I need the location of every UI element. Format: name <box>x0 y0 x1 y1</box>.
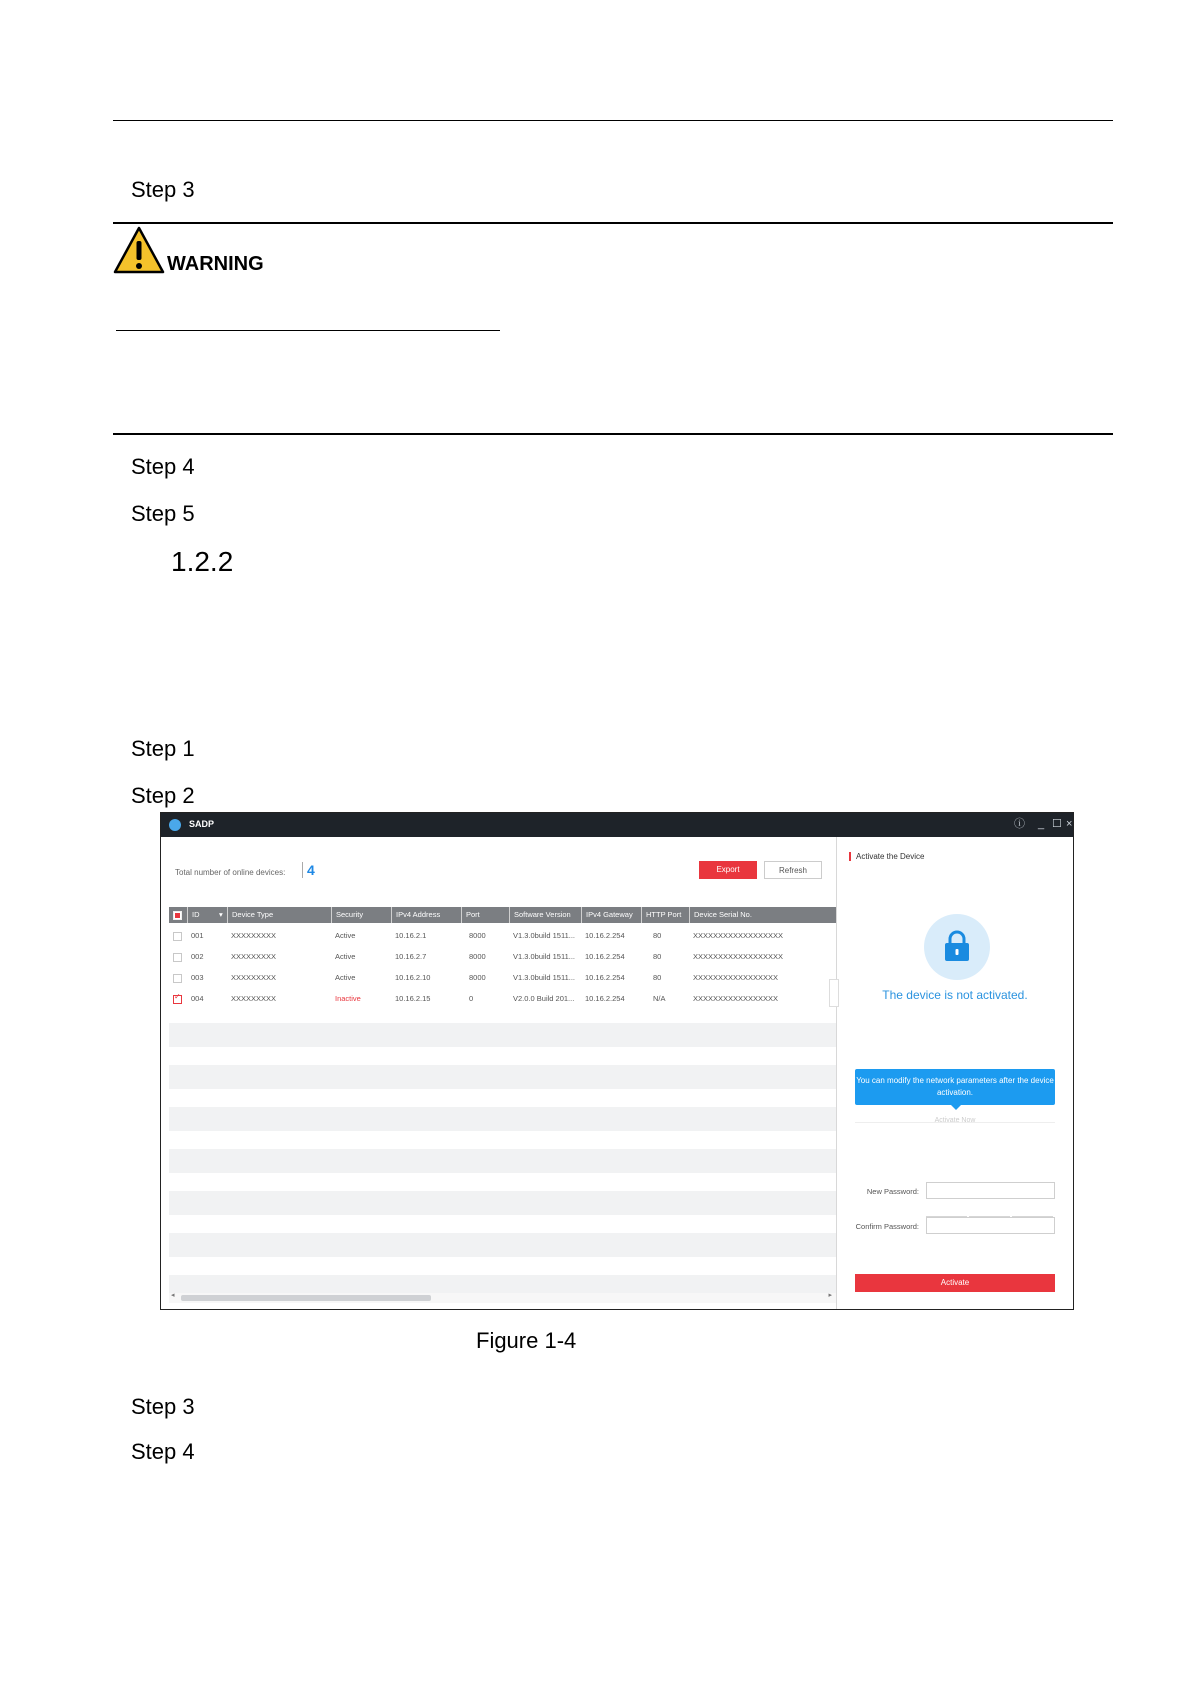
table-row[interactable] <box>169 967 836 989</box>
warning-label: WARNING <box>167 253 264 275</box>
cell-port: 8000 <box>469 973 486 982</box>
cell-device-type: XXXXXXXXX <box>231 994 277 1003</box>
cell-id: 004 <box>191 994 204 1003</box>
cell-serial: XXXXXXXXXXXXXXXXX <box>693 994 779 1003</box>
cell-software: V2.0.0 Build 201... <box>513 994 575 1003</box>
new-password-label: New Password: <box>866 1187 919 1196</box>
cell-security: Active <box>335 931 356 940</box>
cell-http: N/A <box>653 994 666 1003</box>
cell-ipv4: 10.16.2.7 <box>395 952 427 961</box>
table-row[interactable] <box>169 988 836 1010</box>
online-devices-count: 4 <box>302 862 315 878</box>
cell-http: 80 <box>653 931 662 940</box>
confirm-password-label: Confirm Password: <box>855 1222 919 1231</box>
cell-device-type: XXXXXXXXX <box>231 952 277 961</box>
horizontal-scrollbar[interactable] <box>169 1293 836 1303</box>
cell-http: 80 <box>653 952 662 961</box>
warning-short-rule <box>116 330 500 331</box>
step-label: Step 3 <box>131 177 195 202</box>
column-header-ipv4[interactable]: IPv4 Address <box>391 907 440 923</box>
cell-security: Active <box>335 973 356 982</box>
cell-port: 8000 <box>469 952 486 961</box>
section-number: 1.2.2 <box>171 546 234 577</box>
table-row[interactable] <box>169 925 836 947</box>
scrollbar-thumb[interactable] <box>181 1295 431 1301</box>
online-devices-label: Total number of online devices: <box>175 868 286 877</box>
cell-gateway: 10.16.2.254 <box>585 931 625 940</box>
cell-ipv4: 10.16.2.15 <box>395 994 431 1003</box>
column-header-gateway[interactable]: IPv4 Gateway <box>581 907 633 923</box>
warning-bottom-rule <box>113 433 1113 435</box>
warning-icon <box>113 224 165 276</box>
row-checkbox[interactable] <box>173 995 182 1004</box>
lock-icon <box>924 914 990 980</box>
empty-row <box>169 1107 836 1131</box>
cell-id: 002 <box>191 952 204 961</box>
column-header-security[interactable]: Security <box>331 907 363 923</box>
cell-port: 0 <box>469 994 474 1003</box>
cell-serial: XXXXXXXXXXXXXXXXXX <box>693 952 784 961</box>
empty-row <box>169 1233 836 1257</box>
info-icon[interactable]: ⓘ <box>1014 818 1025 830</box>
step-label: Step 5 <box>131 501 195 526</box>
cell-security: Active <box>335 952 356 961</box>
step-label: Step 4 <box>131 1439 195 1464</box>
device-list-pane <box>161 837 836 1309</box>
scroll-left-icon[interactable]: ◂ <box>171 1292 175 1299</box>
maximize-icon[interactable]: ☐ <box>1052 818 1062 830</box>
app-title: SADP <box>189 819 215 829</box>
title-bar <box>161 813 1073 837</box>
figure-caption: Figure 1-4 <box>476 1328 577 1353</box>
cell-gateway: 10.16.2.254 <box>585 994 625 1003</box>
sort-arrow-icon[interactable]: ▾ <box>219 910 223 919</box>
cell-http: 80 <box>653 973 662 982</box>
column-header-device-type[interactable]: Device Type <box>227 907 273 923</box>
empty-row <box>169 1149 836 1173</box>
activation-tooltip: You can modify the network parameters after the device activation. <box>855 1069 1055 1105</box>
minimize-icon[interactable]: _ <box>1038 818 1045 830</box>
panel-title: Activate the Device <box>849 852 924 861</box>
sadp-logo-icon <box>169 819 181 831</box>
column-header-http-port[interactable]: HTTP Port <box>641 907 681 923</box>
export-button[interactable]: Export <box>699 861 757 879</box>
cell-serial: XXXXXXXXXXXXXXXXX <box>693 973 779 982</box>
row-checkbox[interactable] <box>173 974 182 983</box>
activate-panel <box>837 837 1073 1309</box>
select-all-checkbox[interactable] <box>173 911 182 920</box>
activate-now-label: Activate Now <box>934 1117 976 1124</box>
cell-port: 8000 <box>469 931 486 940</box>
sadp-window <box>160 812 1074 1310</box>
row-checkbox[interactable] <box>173 932 182 941</box>
column-header-port[interactable]: Port <box>461 907 480 923</box>
column-header-serial[interactable]: Device Serial No. <box>689 907 752 923</box>
cell-ipv4: 10.16.2.1 <box>395 931 427 940</box>
cell-security: Inactive <box>335 994 361 1003</box>
row-checkbox[interactable] <box>173 953 182 962</box>
refresh-button[interactable]: Refresh <box>764 861 822 879</box>
scroll-right-icon[interactable]: ▸ <box>828 1292 832 1299</box>
cell-device-type: XXXXXXXXX <box>231 931 277 940</box>
step-label: Step 2 <box>131 783 195 808</box>
cell-device-type: XXXXXXXXX <box>231 973 277 982</box>
confirm-password-field[interactable] <box>926 1217 1055 1234</box>
column-header-software[interactable]: Software Version <box>509 907 571 923</box>
cell-software: V1.3.0build 1511... <box>513 952 575 961</box>
cell-ipv4: 10.16.2.10 <box>395 973 431 982</box>
cell-id: 001 <box>191 931 204 940</box>
close-icon[interactable]: × <box>1066 818 1073 830</box>
warning-block <box>113 224 413 274</box>
step-label: Step 1 <box>131 736 195 761</box>
cell-software: V1.3.0build 1511... <box>513 973 575 982</box>
password-strength-meter <box>926 1206 1055 1209</box>
cell-serial: XXXXXXXXXXXXXXXXXX <box>693 931 784 940</box>
empty-row <box>169 1275 836 1293</box>
cell-software: V1.3.0build 1511... <box>513 931 575 940</box>
table-row[interactable] <box>169 946 836 968</box>
step-label: Step 4 <box>131 454 195 479</box>
empty-row <box>169 1191 836 1215</box>
activation-status: The device is not activated. <box>882 988 1028 1002</box>
empty-row <box>169 1023 836 1047</box>
column-header-id[interactable]: ID <box>187 907 200 923</box>
cell-gateway: 10.16.2.254 <box>585 973 625 982</box>
header-rule <box>113 120 1113 121</box>
new-password-field[interactable] <box>926 1182 1055 1199</box>
cell-gateway: 10.16.2.254 <box>585 952 625 961</box>
step-label: Step 3 <box>131 1394 195 1419</box>
table-header <box>169 907 836 923</box>
cell-id: 003 <box>191 973 204 982</box>
activate-button[interactable]: Activate <box>855 1274 1055 1292</box>
empty-row <box>169 1065 836 1089</box>
